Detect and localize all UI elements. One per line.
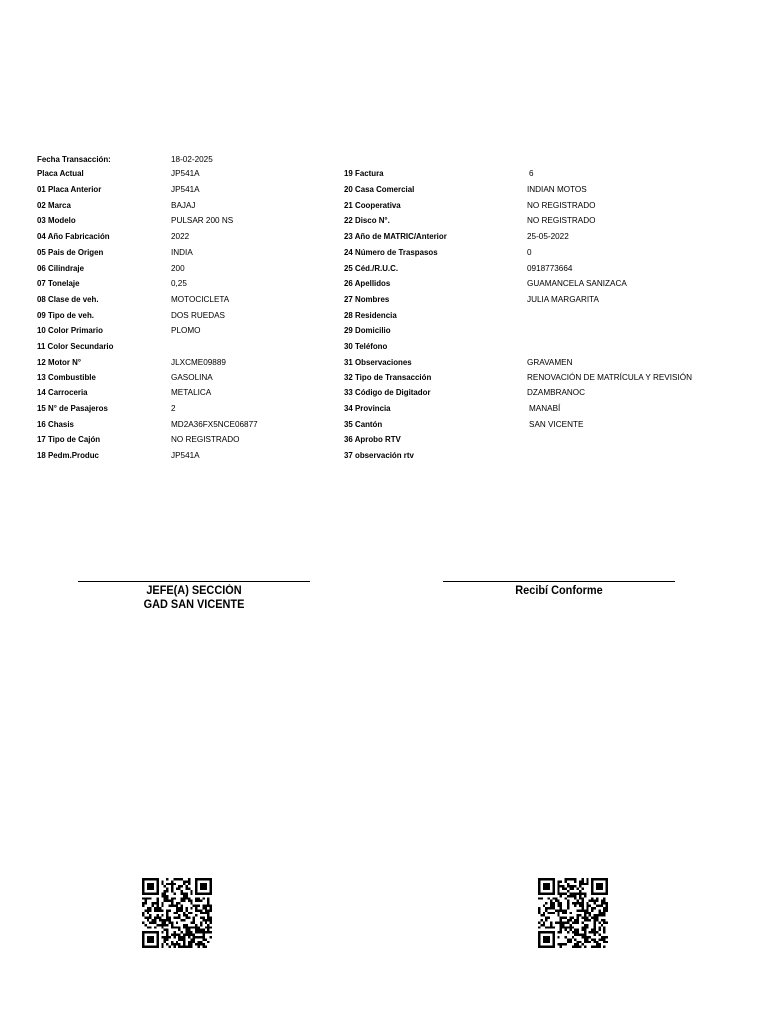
field-value: JP541A xyxy=(171,184,200,194)
field-label: 35 Cantón xyxy=(344,419,383,429)
field-value: 6 xyxy=(529,168,534,178)
field-label: Placa Actual xyxy=(37,168,84,178)
field-row xyxy=(344,339,391,353)
field-row xyxy=(344,292,393,306)
field-label: 05 Pais de Origen xyxy=(37,247,104,257)
field-row xyxy=(344,308,401,322)
field-row xyxy=(171,448,201,462)
field-value: GRAVAMEN xyxy=(527,357,573,367)
signature-line xyxy=(78,581,310,582)
field-value: 25-05-2022 xyxy=(527,231,569,241)
field-value: MANABÍ xyxy=(529,403,561,413)
field-row xyxy=(37,448,104,462)
field-row xyxy=(171,182,201,196)
field-row xyxy=(37,355,85,369)
field-row xyxy=(344,213,394,227)
field-value: 2022 xyxy=(171,231,190,241)
field-row xyxy=(37,182,107,196)
field-label: 07 Tonelaje xyxy=(37,278,80,288)
field-row xyxy=(171,261,185,275)
field-value: GUAMANCELA SANIZACA xyxy=(527,278,627,288)
field-row xyxy=(171,245,194,259)
field-label: 26 Apellidos xyxy=(344,278,391,288)
field-label: 20 Casa Comercial xyxy=(344,184,415,194)
field-row xyxy=(527,292,603,306)
field-row xyxy=(171,417,262,431)
field-value: INDIA xyxy=(171,247,193,257)
field-row xyxy=(344,261,403,275)
field-row xyxy=(344,401,395,415)
field-label: 24 Número de Traspasos xyxy=(344,247,438,257)
field-row xyxy=(171,370,215,384)
field-label: 29 Domicilio xyxy=(344,325,391,335)
field-row xyxy=(171,166,201,180)
field-value: INDIAN MOTOS xyxy=(527,184,587,194)
field-row xyxy=(171,229,190,243)
field-row xyxy=(37,152,117,166)
field-row xyxy=(37,245,109,259)
field-value: 18-02-2025 xyxy=(171,154,213,164)
field-label: 33 Código de Digitador xyxy=(344,387,431,397)
field-value: 0 xyxy=(527,247,532,257)
field-value: JP541A xyxy=(171,168,200,178)
field-row xyxy=(344,229,456,243)
field-label: 04 Año Fabricación xyxy=(37,231,110,241)
field-label: 03 Modelo xyxy=(37,215,76,225)
field-row xyxy=(37,229,116,243)
field-value: 0,25 xyxy=(171,278,187,288)
field-label: 37 observación rtv xyxy=(344,450,414,460)
field-value: DOS RUEDAS xyxy=(171,310,225,320)
field-label: 22 Disco N°. xyxy=(344,215,390,225)
field-row xyxy=(171,292,232,306)
field-row xyxy=(527,355,575,369)
field-value: PLOMO xyxy=(171,325,201,335)
field-value: BAJAJ xyxy=(171,200,196,210)
field-row xyxy=(37,385,92,399)
qr-code-icon xyxy=(142,878,212,948)
field-row xyxy=(171,198,197,212)
field-row xyxy=(344,245,446,259)
field-row xyxy=(37,261,88,275)
field-label: 17 Tipo de Cajón xyxy=(37,434,101,444)
field-label: 10 Color Primario xyxy=(37,325,103,335)
signature-title: JEFE(A) SECCIÓN xyxy=(146,585,242,597)
field-row xyxy=(37,401,114,415)
field-label: 25 Céd./R.U.C. xyxy=(344,263,399,273)
field-row xyxy=(527,261,575,275)
field-row xyxy=(171,152,215,166)
field-row xyxy=(527,385,588,399)
field-row xyxy=(171,323,202,337)
field-label: 28 Residencia xyxy=(344,310,397,320)
field-label: 15 N° de Pasajeros xyxy=(37,403,108,413)
field-value: JP541A xyxy=(171,450,200,460)
field-row xyxy=(37,276,83,290)
field-value: MD2A36FX5NCE06877 xyxy=(171,419,258,429)
field-value: NO REGISTRADO xyxy=(171,434,240,444)
field-row xyxy=(344,432,406,446)
field-label: 19 Factura xyxy=(344,168,384,178)
field-row xyxy=(527,229,571,243)
field-value: RENOVACIÓN DE MATRÍCULA Y REVISIÓN xyxy=(527,372,692,382)
field-value: 2 xyxy=(171,403,176,413)
field-row xyxy=(344,370,439,384)
signature-title: Recibí Conforme xyxy=(515,585,603,597)
field-row xyxy=(527,182,590,196)
field-label: 08 Clase de veh. xyxy=(37,294,99,304)
field-label: 01 Placa Anterior xyxy=(37,184,102,194)
field-value: 0918773664 xyxy=(527,263,573,273)
field-label: 32 Tipo de Transacción xyxy=(344,372,432,382)
field-row xyxy=(527,213,599,227)
field-row xyxy=(37,417,77,431)
field-row xyxy=(344,385,438,399)
field-row xyxy=(529,401,562,415)
field-row xyxy=(344,417,386,431)
field-value: METALICA xyxy=(171,387,212,397)
field-row xyxy=(37,292,104,306)
field-value: NO REGISTRADO xyxy=(527,200,596,210)
field-value: MOTOCICLETA xyxy=(171,294,230,304)
field-label: 21 Cooperativa xyxy=(344,200,401,210)
field-value: SAN VICENTE xyxy=(529,419,584,429)
field-label: 09 Tipo de veh. xyxy=(37,310,94,320)
field-value: JULIA MARGARITA xyxy=(527,294,599,304)
field-row xyxy=(171,401,176,415)
field-label: 30 Teléfono xyxy=(344,341,388,351)
field-row xyxy=(527,198,599,212)
field-row xyxy=(344,198,406,212)
field-row xyxy=(344,448,420,462)
field-label: 16 Chasis xyxy=(37,419,74,429)
field-row xyxy=(37,308,99,322)
field-label: 14 Carroceria xyxy=(37,387,88,397)
field-value: NO REGISTRADO xyxy=(527,215,596,225)
qr-code-icon xyxy=(538,878,608,948)
field-row xyxy=(171,355,229,369)
field-label: 27 Nombres xyxy=(344,294,390,304)
field-label: 06 Cilindraje xyxy=(37,263,85,273)
field-label: 11 Color Secundario xyxy=(37,341,114,351)
field-row xyxy=(527,276,632,290)
field-row xyxy=(171,213,236,227)
field-label: 34 Provincia xyxy=(344,403,391,413)
field-value: DZAMBRANOC xyxy=(527,387,586,397)
field-row xyxy=(529,417,586,431)
field-row xyxy=(37,198,74,212)
field-value: JLXCME09889 xyxy=(171,357,226,367)
signature-line xyxy=(443,581,675,582)
field-row xyxy=(344,166,387,180)
field-row xyxy=(529,166,534,180)
field-row xyxy=(37,432,106,446)
field-row xyxy=(37,339,120,353)
field-row xyxy=(171,385,213,399)
field-label: 12 Motor N° xyxy=(37,357,82,367)
field-row xyxy=(344,182,420,196)
field-row xyxy=(37,370,101,384)
field-label: Fecha Transacción: xyxy=(37,154,111,164)
field-label: 18 Pedm.Produc xyxy=(37,450,99,460)
field-row xyxy=(37,213,79,227)
field-value: 200 xyxy=(171,263,185,273)
field-row xyxy=(527,370,701,384)
field-row xyxy=(37,166,88,180)
field-row xyxy=(344,276,394,290)
field-value: PULSAR 200 NS xyxy=(171,215,234,225)
field-row xyxy=(171,276,188,290)
field-row xyxy=(171,432,243,446)
field-row xyxy=(527,245,532,259)
signature-subtitle: GAD SAN VICENTE xyxy=(143,599,245,611)
field-row xyxy=(37,323,109,337)
field-row xyxy=(171,308,228,322)
field-label: 23 Año de MATRIC/Anterior xyxy=(344,231,447,241)
field-row xyxy=(344,323,395,337)
field-label: 13 Combustible xyxy=(37,372,96,382)
field-value: GASOLINA xyxy=(171,372,213,382)
field-label: 31 Observaciones xyxy=(344,357,412,367)
field-label: 36 Aprobo RTV xyxy=(344,434,401,444)
field-row xyxy=(344,355,418,369)
field-label: 02 Marca xyxy=(37,200,71,210)
